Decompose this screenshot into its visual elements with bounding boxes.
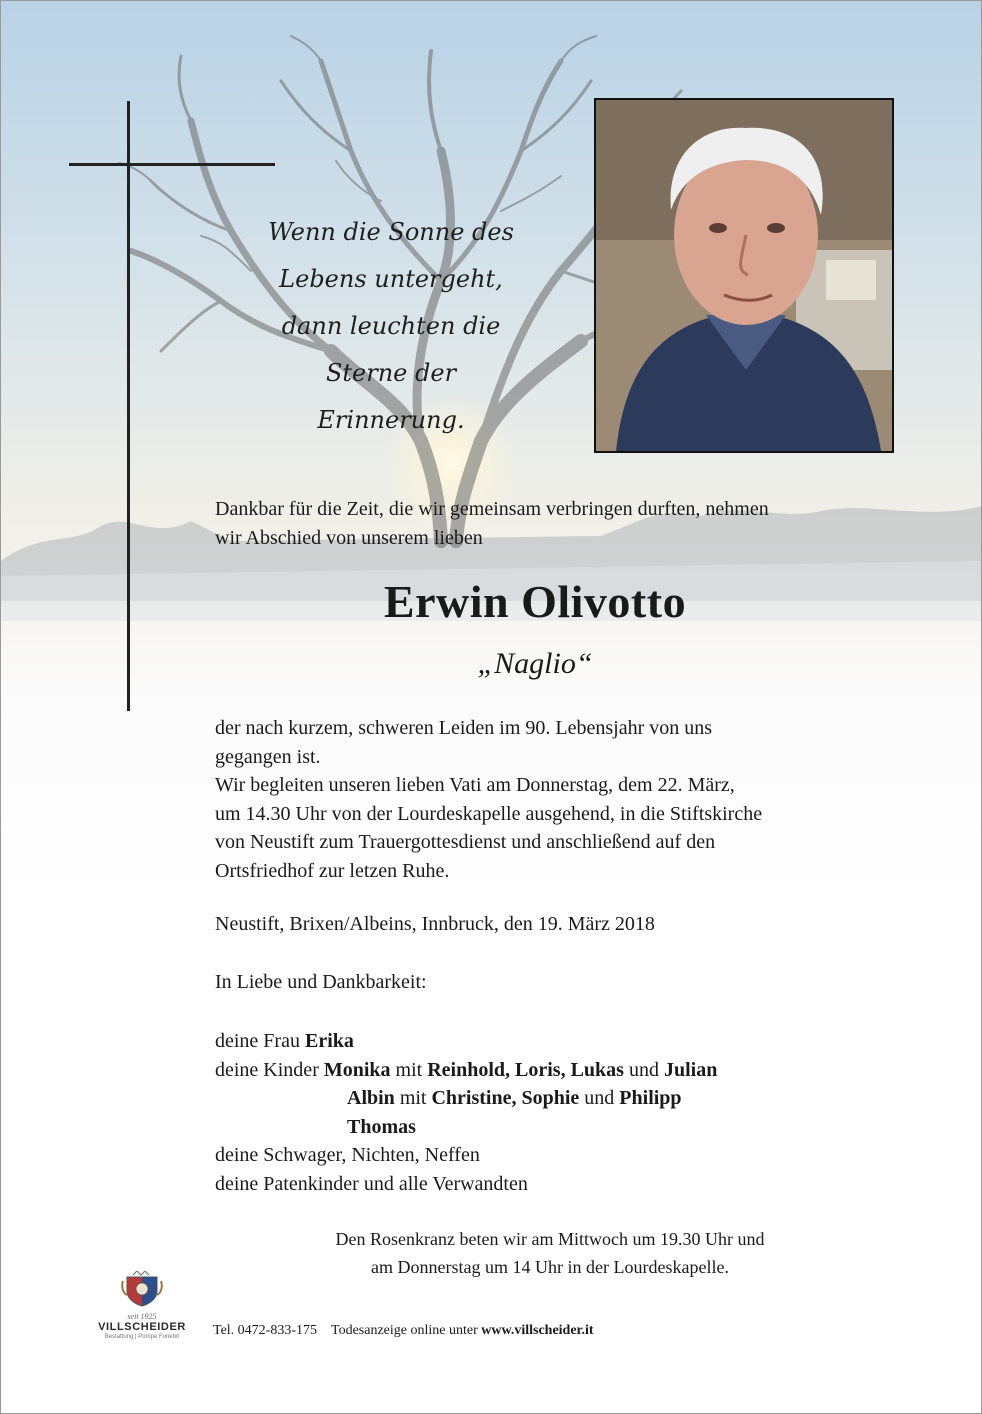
- footer-website-link[interactable]: www.villscheider.it: [481, 1323, 594, 1338]
- closing-phrase: In Liebe und Dankbarkeit:: [215, 971, 427, 993]
- announcement-line: um 14.30 Uhr von der Lourdeskapelle ausgehend, in die Stiftskirche: [215, 802, 763, 825]
- announcement-line: von Neustift zum Trauergottesdienst und anschließend auf den: [215, 831, 716, 853]
- announcement-text: [215, 714, 905, 885]
- connector: und: [579, 1087, 620, 1109]
- footer-online-label: Todesanzeige online unter: [331, 1323, 482, 1338]
- mourner-godchildren-row: deine Patenkinder und alle Verwandten: [215, 1172, 528, 1195]
- announcement-line: der nach kurzem, schweren Leiden im 90. Lebensjahr von uns: [215, 717, 713, 739]
- quote-line: Sterne der: [325, 359, 457, 387]
- memorial-quote: [251, 209, 531, 444]
- mourners-list: [215, 1027, 717, 1198]
- announcement-line: Wir begleiten unseren lieben Vati am Donnerstag, dem 22. März,: [215, 774, 735, 796]
- connector: und: [623, 1058, 664, 1081]
- connector: mit: [390, 1058, 428, 1081]
- cross-horizontal: [69, 163, 275, 166]
- logo-established: seit 1925: [127, 1312, 157, 1321]
- family-names: Christine, Sophie: [431, 1087, 580, 1109]
- child-name: Monika: [323, 1058, 391, 1081]
- crest-icon: [119, 1271, 165, 1307]
- mourner-wife-row: [215, 1027, 717, 1056]
- intro-line: Dankbar für die Zeit, die wir gemeinsam verbringen durften, nehmen: [215, 498, 769, 520]
- logo-subtitle: Bestattung | Pompe Funebri: [104, 1334, 180, 1340]
- footer-phone: Tel. 0472-833-175: [213, 1323, 318, 1338]
- portrait-photo: [594, 98, 894, 453]
- connector: mit: [394, 1087, 432, 1109]
- rosary-line: Den Rosenkranz beten wir am Mittwoch um 19.30 Uhr und: [335, 1229, 765, 1249]
- mourner-relatives-row: deine Schwager, Nichten, Neffen: [215, 1144, 480, 1166]
- logo-name: VILLSCHEIDER: [98, 1321, 186, 1333]
- quote-line: Lebens untergeht,: [279, 265, 503, 293]
- funeral-home-logo: [89, 1271, 195, 1340]
- deceased-name: Erwin Olivotto: [383, 576, 687, 627]
- announcement-line: gegangen ist.: [215, 745, 321, 768]
- place-and-date: Neustift, Brixen/Albeins, Innbruck, den 19. März 2018: [215, 913, 655, 935]
- rosary-notice: [215, 1225, 885, 1281]
- footer-contact: [213, 1323, 594, 1339]
- intro-text: [215, 495, 895, 553]
- quote-line: dann leuchten die: [281, 312, 501, 340]
- wife-prefix: deine Frau: [215, 1030, 305, 1052]
- portrait-illustration: [596, 100, 892, 451]
- deceased-nickname: „Naglio“: [477, 647, 593, 680]
- mourner-children-row: [215, 1056, 717, 1085]
- family-name: Philipp: [619, 1087, 682, 1109]
- quote-line: Wenn die Sonne des: [268, 218, 514, 246]
- cross-vertical: [127, 101, 130, 711]
- family-name: Julian: [663, 1058, 718, 1081]
- announcement-line: Ortsfriedhof zur letzen Ruhe.: [215, 859, 450, 882]
- child-name: Thomas: [347, 1115, 416, 1138]
- quote-line: Erinnerung.: [317, 406, 465, 434]
- child-name: Albin: [347, 1087, 395, 1109]
- children-prefix: deine Kinder: [215, 1058, 324, 1081]
- mourner-child-row: [215, 1084, 717, 1113]
- intro-line: wir Abschied von unserem lieben: [215, 527, 483, 549]
- mourner-child-row: [215, 1113, 717, 1142]
- family-names: Reinhold, Loris, Lukas: [427, 1058, 624, 1081]
- wife-name: Erika: [304, 1030, 354, 1052]
- rosary-line: am Donnerstag um 14 Uhr in der Lourdeskapelle.: [371, 1257, 729, 1277]
